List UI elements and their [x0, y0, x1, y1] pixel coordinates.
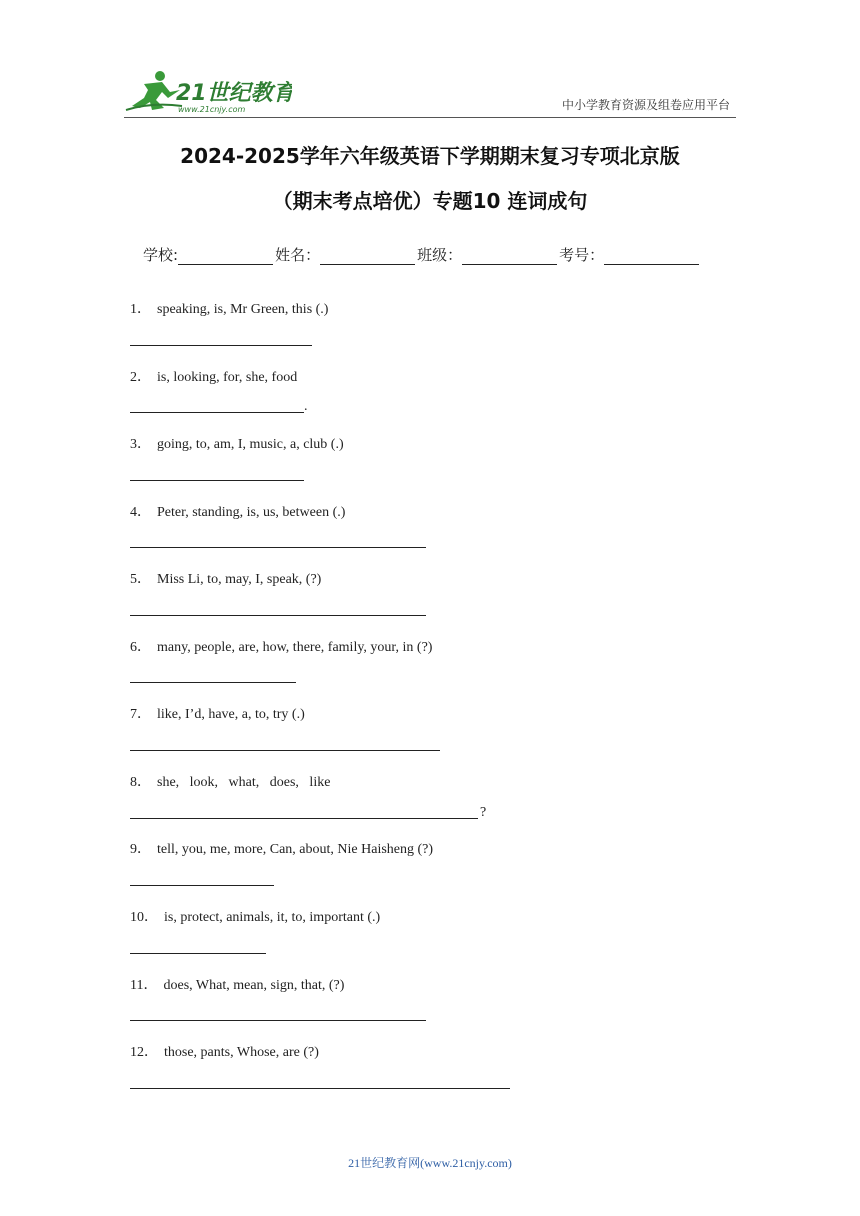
school-label: 学校:: [143, 246, 179, 264]
question-9: 9． tell, you, me, more, Can, about, Nie Haisheng (?): [130, 842, 434, 857]
answer-line-11[interactable]: [130, 1006, 426, 1021]
question-8: 8． she, look, what, does, like: [130, 775, 331, 790]
answer-line-4[interactable]: [130, 533, 426, 548]
question-11: 11． does, What, mean, sign, that, (?): [130, 978, 345, 993]
answer-line-10[interactable]: [130, 939, 266, 954]
answer-line-8[interactable]: [130, 804, 478, 819]
question-10: 10． is, protect, animals, it, to, important (.): [130, 910, 381, 925]
logo-text: 21世纪教育: [176, 81, 292, 106]
class-field[interactable]: [462, 248, 557, 265]
answer-line-1[interactable]: [130, 331, 312, 346]
question-2: 2． is, looking, for, she, food: [130, 370, 298, 385]
school-field[interactable]: [178, 248, 273, 265]
exam-number-field[interactable]: [604, 248, 699, 265]
question-6: 6． many, people, are, how, there, family, your, in (?): [130, 640, 433, 655]
answer-line-12[interactable]: [130, 1074, 510, 1089]
question-5: 5． Miss Li, to, may, I, speak, (?): [130, 572, 322, 587]
answer-suffix-2: .: [304, 399, 308, 414]
question-1: 1． speaking, is, Mr Green, this (.): [130, 302, 329, 317]
page-subtitle: （期末考点培优）专题10 连词成句: [272, 189, 588, 213]
name-field[interactable]: [320, 248, 415, 265]
answer-line-7[interactable]: [130, 736, 440, 751]
header-divider: [124, 117, 736, 118]
answer-line-3[interactable]: [130, 466, 304, 481]
footer-link[interactable]: 21世纪教育网(www.21cnjy.com): [348, 1156, 512, 1170]
question-4: 4． Peter, standing, is, us, between (.): [130, 505, 346, 520]
question-12: 12． those, pants, Whose, are (?): [130, 1045, 319, 1060]
answer-line-9[interactable]: [130, 871, 274, 886]
runner-logo-icon: [122, 68, 292, 116]
question-7: 7． like, I’d, have, a, to, try (.): [130, 707, 305, 722]
answer-line-5[interactable]: [130, 601, 426, 616]
class-label: 班级：: [417, 246, 463, 264]
answer-line-6[interactable]: [130, 668, 296, 683]
name-label: 姓名：: [275, 246, 321, 264]
platform-label: 中小学教育资源及组卷应用平台: [561, 98, 730, 112]
student-info-row: [143, 244, 701, 265]
logo-url: www.21cnjy.com: [178, 105, 246, 114]
exam-number-label: 考号：: [559, 246, 605, 264]
question-3: 3． going, to, am, I, music, a, club (.): [130, 437, 344, 452]
logo: [122, 68, 292, 116]
page-title: 2024-2025学年六年级英语下学期期末复习专项北京版: [180, 144, 680, 168]
answer-line-2[interactable]: [130, 398, 304, 413]
answer-suffix-8: ?: [480, 805, 487, 820]
